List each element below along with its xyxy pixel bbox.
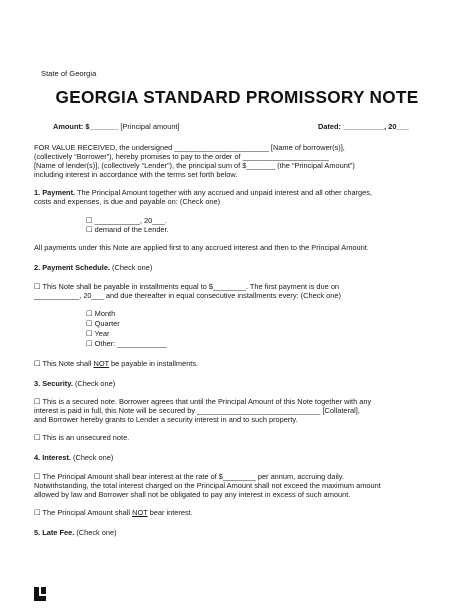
interest-heading: 4. Interest. [34, 453, 71, 462]
interest-line-3: allowed by law and Borrower shall not be obligated to pay any interest in excess of such amount. [34, 490, 351, 499]
schedule-option-other[interactable]: ☐ Other: ____________ [86, 339, 167, 348]
dated-blank: __________, 20___ [343, 122, 409, 131]
interest-heading-line: 4. Interest. (Check one) [34, 453, 114, 462]
dated-line [318, 122, 409, 131]
dated-label: Dated: [318, 122, 344, 131]
payment-line-2: costs and expenses, is due and payable on: (Check one) [34, 197, 221, 206]
security-line-3: and Borrower hereby grants to Lender a security interest in and to such property. [34, 415, 298, 424]
security-line-1[interactable]: ☐ This is a secured note. Borrower agrees that until the Principal Amount of this Note together with any [34, 397, 372, 406]
amount-blank: _______ [89, 122, 119, 131]
late-fee-heading: 5. Late Fee. [34, 528, 75, 537]
security-heading-line: 3. Security. (Check one) [34, 379, 116, 388]
security-heading: 3. Security. [34, 379, 73, 388]
legal-templates-logo-icon [34, 587, 46, 601]
interest-line-1[interactable]: ☐ The Principal Amount shall bear interest at the rate of $________ per annum, accruing daily. [34, 472, 344, 481]
payment-line-1: 1. Payment. The Principal Amount together with any accrued and unpaid interest and all other charges, [34, 188, 372, 197]
amount-line [53, 122, 180, 131]
schedule-line-2: ___________, 20___ and due thereafter in equal consecutive installments every: (Check one) [34, 291, 341, 300]
security-unsecured[interactable]: ☐ This is an unsecured note. [34, 433, 130, 442]
schedule-option-month[interactable]: ☐ Month [86, 309, 116, 318]
payment-option-date[interactable]: ☐ ___________, 20___. [86, 216, 167, 225]
amount-hint: [Principal amount] [118, 122, 180, 131]
schedule-heading: 2. Payment Schedule. [34, 263, 110, 272]
state-label: State of Georgia [41, 69, 97, 78]
intro-line-3: [Name of lender(s)], (collectively “Lender”), the principal sum of $_______ (the “Principal Amount”) [34, 161, 355, 170]
document-title: GEORGIA STANDARD PROMISSORY NOTE [55, 87, 419, 107]
schedule-option-year[interactable]: ☐ Year [86, 329, 110, 338]
schedule-not-installments[interactable]: ☐ This Note shall NOT be payable in installments. [34, 359, 199, 368]
intro-line-2: (collectively “Borrower”), hereby promises to pay to the order of _____________________ [34, 152, 329, 161]
schedule-heading-line: 2. Payment Schedule. (Check one) [34, 263, 153, 272]
payment-option-demand[interactable]: ☐ demand of the Lender. [86, 225, 169, 234]
schedule-option-quarter[interactable]: ☐ Quarter [86, 319, 120, 328]
security-line-2: interest is paid in full, this Note will be secured by ______________________________ [Collateral], [34, 406, 360, 415]
interest-not-bear[interactable]: ☐ The Principal Amount shall NOT bear interest. [34, 508, 193, 517]
interest-line-2: Notwithstanding, the total interest charged on the Principal Amount shall not exceed the maximum amount [34, 481, 381, 490]
schedule-line-1[interactable]: ☐ This Note shall be payable in installments equal to $________. The first payment is due on [34, 282, 340, 291]
intro-line-4: including interest in accordance with the terms set forth below. [34, 170, 238, 179]
intro-line-1: FOR VALUE RECEIVED, the undersigned _______________________ [Name of borrower(s)], [34, 143, 345, 152]
amount-label: Amount: $ [53, 122, 90, 131]
late-fee-heading-line: 5. Late Fee. (Check one) [34, 528, 117, 537]
payment-note: All payments under this Note are applied first to any accrued interest and then to the Principal Amount. [34, 243, 369, 252]
payment-heading: 1. Payment. [34, 188, 76, 197]
